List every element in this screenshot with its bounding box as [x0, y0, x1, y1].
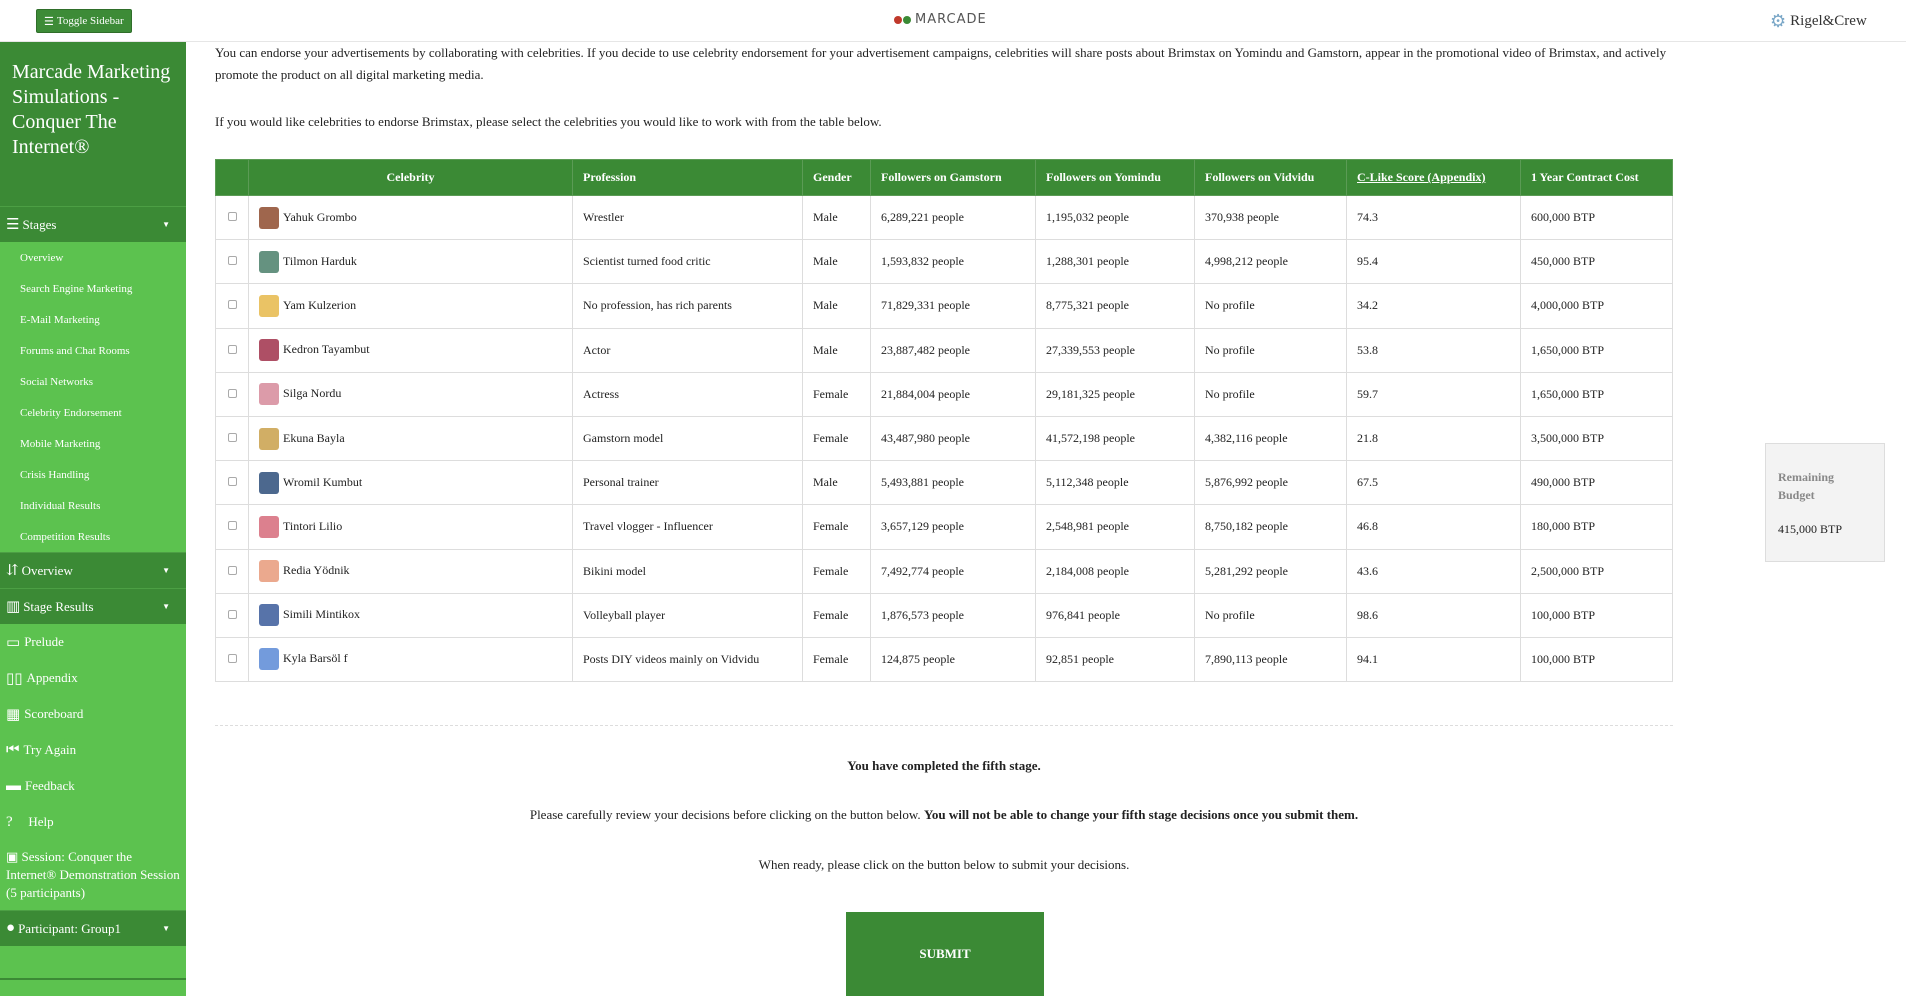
cell-gender: Male [803, 196, 871, 240]
sidebar-item-label: Feedback [25, 778, 75, 793]
cell-celebrity [249, 505, 573, 549]
select-cell [216, 328, 249, 372]
table-row [216, 372, 1673, 416]
sidebar-stages-toggle[interactable] [0, 206, 186, 242]
cell-clike: 74.3 [1347, 196, 1521, 240]
sidebar-stage-competition[interactable]: Competition Results [20, 530, 111, 543]
header-celebrity: Celebrity [249, 160, 573, 196]
participant-label: Participant: Group1 [18, 920, 121, 936]
cell-clike: 95.4 [1347, 240, 1521, 284]
cell-vidvidu: 8,750,182 people [1195, 505, 1347, 549]
cell-clike: 21.8 [1347, 416, 1521, 460]
sidebar-stage-mobile[interactable]: Mobile Marketing [20, 437, 101, 450]
cell-gender: Male [803, 328, 871, 372]
table-row [216, 284, 1673, 328]
caret-down-icon: ▼ [162, 220, 170, 229]
sidebar-item-label: Scoreboard [24, 706, 84, 721]
sidebar-item-appendix[interactable] [0, 660, 186, 696]
table-row [216, 240, 1673, 284]
cell-yomindu: 2,548,981 people [1036, 505, 1195, 549]
cell-cost: 100,000 BTP [1521, 593, 1673, 637]
cell-profession: Wrestler [573, 196, 803, 240]
cell-vidvidu: No profile [1195, 372, 1347, 416]
cell-gamstorn: 23,887,482 people [871, 328, 1036, 372]
cell-gamstorn: 1,593,832 people [871, 240, 1036, 284]
sidebar-stage-results-toggle[interactable] [0, 588, 186, 624]
cell-cost: 180,000 BTP [1521, 505, 1673, 549]
cell-yomindu: 1,288,301 people [1036, 240, 1195, 284]
list-icon: ☰ [6, 217, 20, 233]
cell-gender: Female [803, 416, 871, 460]
org-name: Rigel&Crew [1790, 13, 1867, 29]
sidebar-stage-overview[interactable]: Overview [20, 251, 64, 264]
sidebar-title: Marcade Marketing Simulations - Conquer The Internet® [0, 42, 186, 206]
sidebar-stage-forums[interactable]: Forums and Chat Rooms [20, 344, 130, 357]
logo-dot-icon [903, 16, 911, 24]
select-checkbox[interactable] [228, 389, 237, 398]
celebrity-name: Silga Nordu [283, 386, 342, 401]
avatar-icon [259, 207, 279, 229]
table-row [216, 593, 1673, 637]
sidebar-stage-crisis[interactable]: Crisis Handling [20, 468, 90, 481]
header-followers-vidvidu: Followers on Vidvidu [1195, 160, 1347, 196]
remaining-budget-label: Remaining Budget [1778, 470, 1835, 502]
caret-down-icon: ▼ [162, 602, 170, 611]
sidebar-item-label: Prelude [24, 634, 64, 649]
section-divider [215, 725, 1673, 726]
select-cell [216, 505, 249, 549]
book-icon: ▯▯ [6, 670, 23, 687]
cell-vidvidu: 5,281,292 people [1195, 549, 1347, 593]
cell-profession: No profession, has rich parents [573, 284, 803, 328]
cell-celebrity [249, 549, 573, 593]
cell-profession: Gamstorn model [573, 416, 803, 460]
comment-icon: ▬ [6, 777, 21, 794]
cell-gamstorn: 6,289,221 people [871, 196, 1036, 240]
instruction-text: If you would like celebrities to endorse Brimstax, please select the celebrities you would like to work with from the table below. [215, 114, 882, 129]
select-cell [216, 196, 249, 240]
cell-gender: Male [803, 284, 871, 328]
stages-label: Stages [22, 216, 57, 232]
cell-celebrity [249, 416, 573, 460]
cell-celebrity [249, 461, 573, 505]
select-checkbox[interactable] [228, 433, 237, 442]
select-cell [216, 372, 249, 416]
cell-clike: 94.1 [1347, 637, 1521, 681]
cell-profession: Actor [573, 328, 803, 372]
cell-gamstorn: 124,875 people [871, 637, 1036, 681]
avatar-icon [259, 472, 279, 494]
presentation-icon: ▣ [6, 849, 19, 864]
cell-cost: 100,000 BTP [1521, 637, 1673, 681]
cell-celebrity [249, 637, 573, 681]
table-header-row [216, 160, 1673, 196]
cell-clike: 46.8 [1347, 505, 1521, 549]
toggle-sidebar-button[interactable] [36, 9, 132, 33]
cell-celebrity [249, 284, 573, 328]
caret-down-icon: ▼ [162, 566, 170, 575]
cell-profession: Posts DIY videos mainly on Vidvidu [573, 637, 803, 681]
rewind-icon: ⏮ [6, 742, 20, 758]
caret-down-icon: ▼ [162, 924, 170, 933]
cell-gamstorn: 3,657,129 people [871, 505, 1036, 549]
cell-gender: Female [803, 593, 871, 637]
celebrity-name: Tilmon Harduk [283, 253, 357, 268]
logo-dot-icon [894, 16, 902, 24]
cell-vidvidu: 7,890,113 people [1195, 637, 1347, 681]
stages-list [0, 242, 186, 552]
select-cell [216, 549, 249, 593]
brand-logo [894, 12, 987, 27]
table-row [216, 196, 1673, 240]
header-clike-score[interactable] [1347, 160, 1521, 196]
table-row [216, 505, 1673, 549]
cell-yomindu: 8,775,321 people [1036, 284, 1195, 328]
session-label: Session: Conquer the Internet® Demonstration Session (5 participants) [6, 849, 180, 900]
celebrity-name: Tintori Lilio [283, 518, 343, 533]
gear-icon: ⚙ [1770, 11, 1787, 31]
cell-vidvidu: No profile [1195, 593, 1347, 637]
sidebar-stage-social[interactable]: Social Networks [20, 375, 94, 388]
cell-gender: Male [803, 461, 871, 505]
select-cell [216, 461, 249, 505]
select-checkbox[interactable] [228, 521, 237, 530]
session-info [0, 840, 186, 910]
header-profession: Profession [573, 160, 803, 196]
sidebar-overview-toggle[interactable] [0, 552, 186, 588]
cell-gender: Female [803, 372, 871, 416]
cell-profession: Travel vlogger - Influencer [573, 505, 803, 549]
menu-icon: ☰ [44, 15, 54, 28]
sidebar-stage-celebrity[interactable]: Celebrity Endorsement [20, 406, 122, 419]
sort-icon: ⇵ [6, 563, 19, 579]
celebrity-name: Wromil Kumbut [283, 474, 363, 489]
celebrity-name: Yahuk Grombo [283, 209, 357, 224]
select-checkbox[interactable] [228, 477, 237, 486]
select-checkbox[interactable] [228, 256, 237, 265]
header-followers-gamstorn: Followers on Gamstorn [871, 160, 1036, 196]
select-checkbox[interactable] [228, 610, 237, 619]
cell-clike: 98.6 [1347, 593, 1521, 637]
sidebar-divider [0, 978, 186, 980]
cell-celebrity [249, 593, 573, 637]
cell-clike: 53.8 [1347, 328, 1521, 372]
cell-celebrity [249, 372, 573, 416]
cell-gender: Male [803, 240, 871, 284]
sidebar-item-try-again[interactable] [0, 732, 186, 768]
select-cell [216, 593, 249, 637]
table-row [216, 461, 1673, 505]
bar-chart-icon: ▥ [6, 599, 21, 615]
select-checkbox[interactable] [228, 345, 237, 354]
celebrity-table-body [216, 196, 1673, 682]
cell-vidvidu: 5,876,992 people [1195, 461, 1347, 505]
cell-gender: Female [803, 549, 871, 593]
cell-cost: 3,500,000 BTP [1521, 416, 1673, 460]
cell-cost: 2,500,000 BTP [1521, 549, 1673, 593]
table-row [216, 549, 1673, 593]
select-checkbox[interactable] [228, 654, 237, 663]
celebrity-name: Yam Kulzerion [283, 297, 357, 312]
remaining-budget-value: 415,000 BTP [1778, 522, 1843, 536]
select-checkbox[interactable] [228, 212, 237, 221]
review-text: Please carefully review your decisions before clicking on the button below. [529, 807, 924, 822]
cell-yomindu: 27,339,553 people [1036, 328, 1195, 372]
org-logo [1770, 11, 1867, 32]
cell-vidvidu: No profile [1195, 284, 1347, 328]
sidebar-item-label: Help [28, 814, 54, 829]
celebrity-name: Redia Yödnik [283, 562, 350, 577]
sidebar-stage-email[interactable]: E-Mail Marketing [20, 313, 100, 326]
top-bar [0, 0, 1906, 42]
cell-vidvidu: 370,938 people [1195, 196, 1347, 240]
cell-gender: Female [803, 637, 871, 681]
ready-message: When ready, please click on the button below to submit your decisions. [758, 857, 1130, 872]
cell-profession: Volleyball player [573, 593, 803, 637]
cell-yomindu: 92,851 people [1036, 637, 1195, 681]
table-row [216, 328, 1673, 372]
celebrity-name: Kedron Tayambut [283, 341, 370, 356]
cell-gamstorn: 71,829,331 people [871, 284, 1036, 328]
cell-yomindu: 41,572,198 people [1036, 416, 1195, 460]
header-contract-cost: 1 Year Contract Cost [1521, 160, 1673, 196]
celebrity-name: Ekuna Bayla [283, 430, 345, 445]
cell-gamstorn: 5,493,881 people [871, 461, 1036, 505]
overview-label: Overview [21, 562, 73, 578]
avatar-icon [259, 604, 279, 626]
select-cell [216, 284, 249, 328]
avatar-icon [259, 295, 279, 317]
cell-gender: Female [803, 505, 871, 549]
review-warning: You will not be able to change your fifth stage decisions once you submit them. [923, 807, 1359, 822]
celebrity-name: Kyla Barsöl f [283, 651, 348, 666]
cell-celebrity [249, 328, 573, 372]
cell-gamstorn: 1,876,573 people [871, 593, 1036, 637]
avatar-icon [259, 516, 279, 538]
cell-yomindu: 976,841 people [1036, 593, 1195, 637]
cell-gamstorn: 7,492,774 people [871, 549, 1036, 593]
sidebar-item-label: Appendix [26, 670, 78, 685]
avatar-icon [259, 339, 279, 361]
sidebar-item-scoreboard[interactable] [0, 696, 186, 732]
cell-profession: Bikini model [573, 549, 803, 593]
cell-profession: Scientist turned food critic [573, 240, 803, 284]
avatar-icon [259, 383, 279, 405]
cell-celebrity [249, 196, 573, 240]
celebrity-name: Simili Mintikox [283, 607, 361, 622]
cell-gamstorn: 21,884,004 people [871, 372, 1036, 416]
cell-yomindu: 29,181,325 people [1036, 372, 1195, 416]
cell-gamstorn: 43,487,980 people [871, 416, 1036, 460]
cell-yomindu: 2,184,008 people [1036, 549, 1195, 593]
cell-clike: 67.5 [1347, 461, 1521, 505]
cell-yomindu: 5,112,348 people [1036, 461, 1195, 505]
avatar-icon [259, 428, 279, 450]
celebrity-table [215, 159, 1673, 682]
select-checkbox[interactable] [228, 300, 237, 309]
avatar-icon [259, 560, 279, 582]
sidebar-stage-individual[interactable]: Individual Results [20, 499, 101, 512]
laptop-icon: ▭ [6, 634, 21, 651]
cell-cost: 490,000 BTP [1521, 461, 1673, 505]
sidebar-item-help[interactable] [0, 804, 186, 840]
cell-cost: 4,000,000 BTP [1521, 284, 1673, 328]
header-gender: Gender [803, 160, 871, 196]
table-row [216, 637, 1673, 681]
select-checkbox[interactable] [228, 566, 237, 575]
sidebar [0, 42, 186, 996]
question-icon: ?⃝ [6, 813, 25, 830]
remaining-budget-panel [1765, 443, 1885, 562]
completed-message: You have completed the fifth stage. [847, 758, 1041, 773]
avatar-icon [259, 648, 279, 670]
cell-vidvidu: 4,382,116 people [1195, 416, 1347, 460]
cell-profession: Personal trainer [573, 461, 803, 505]
sidebar-stage-sem[interactable]: Search Engine Marketing [20, 282, 133, 295]
cell-cost: 1,650,000 BTP [1521, 372, 1673, 416]
table-icon: ▦ [6, 706, 21, 723]
submit-button[interactable]: SUBMIT [846, 912, 1044, 996]
header-followers-yomindu: Followers on Yomindu [1036, 160, 1195, 196]
cell-celebrity [249, 240, 573, 284]
select-header [216, 160, 249, 196]
cell-vidvidu: 4,998,212 people [1195, 240, 1347, 284]
select-cell [216, 637, 249, 681]
sidebar-participant-toggle[interactable] [0, 910, 186, 946]
cell-cost: 450,000 BTP [1521, 240, 1673, 284]
appendix-link[interactable]: C-Like Score (Appendix) [1357, 170, 1486, 184]
select-cell [216, 416, 249, 460]
cell-profession: Actress [573, 372, 803, 416]
user-icon: ● [6, 920, 16, 936]
sidebar-item-label: Try Again [23, 742, 77, 757]
cell-cost: 600,000 BTP [1521, 196, 1673, 240]
cell-vidvidu: No profile [1195, 328, 1347, 372]
toggle-sidebar-label: Toggle Sidebar [56, 15, 124, 27]
cell-clike: 59.7 [1347, 372, 1521, 416]
cell-clike: 34.2 [1347, 284, 1521, 328]
sidebar-item-feedback[interactable] [0, 768, 186, 804]
stage-results-label: Stage Results [23, 598, 94, 614]
cell-cost: 1,650,000 BTP [1521, 328, 1673, 372]
avatar-icon [259, 251, 279, 273]
cell-yomindu: 1,195,032 people [1036, 196, 1195, 240]
table-row [216, 416, 1673, 460]
intro-text: You can endorse your advertisements by collaborating with celebrities. If you decide to use celebrity endorsement for your advertisement campaigns, celebrities will share posts about Brimstax on Yomindu and Gamstorn, appear in the promotional video of Brimstax, and actively promote the product on all digital marketing media. [215, 45, 1667, 82]
cell-clike: 43.6 [1347, 549, 1521, 593]
review-message [215, 807, 1673, 823]
select-cell [216, 240, 249, 284]
sidebar-item-prelude[interactable] [0, 624, 186, 660]
brand-name: MARCADE [915, 12, 987, 27]
